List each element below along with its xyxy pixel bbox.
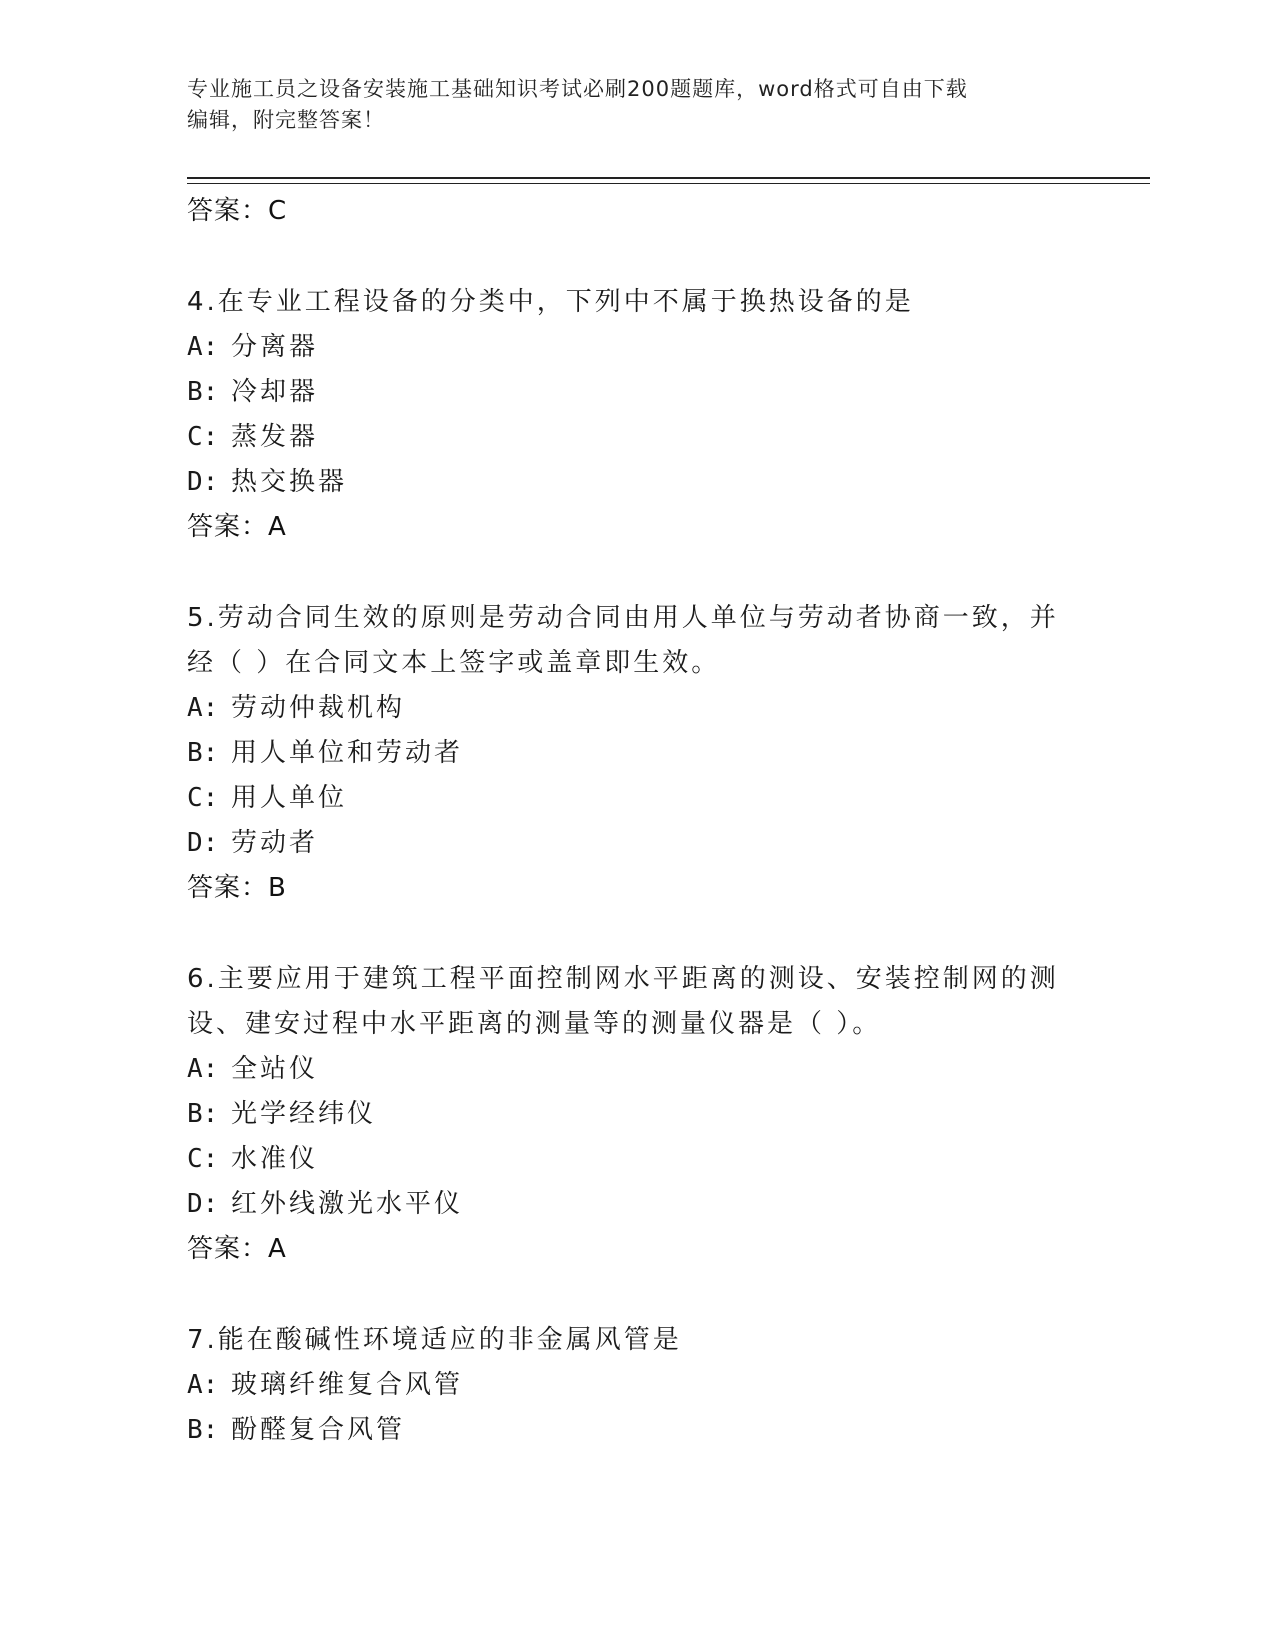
- header-divider-thick: [187, 177, 1150, 179]
- option-d: [187, 460, 1087, 505]
- header-line-1: 专业施工员之设备安装施工基础知识考试必刷200题题库，word格式可自由下载: [187, 77, 968, 101]
- option-text: 劳动者: [231, 828, 319, 858]
- option-text: 光学经纬仪: [231, 1099, 377, 1129]
- option-text: 热交换器: [231, 467, 348, 497]
- option-a: [187, 686, 1087, 731]
- option-letter: B:: [187, 1415, 219, 1445]
- option-letter: B:: [187, 377, 219, 407]
- option-b: [187, 1092, 1087, 1137]
- answer-line: 答案：C: [187, 196, 288, 226]
- option-b: [187, 370, 1087, 415]
- question-list: [187, 189, 1087, 1453]
- option-text: 分离器: [231, 332, 319, 362]
- header-line-2: 编辑，附完整答案！: [187, 108, 385, 132]
- option-c: [187, 415, 1087, 460]
- document-header: [187, 74, 1067, 136]
- option-text: 用人单位: [231, 783, 348, 813]
- option-letter: B:: [187, 738, 219, 768]
- option-letter: D:: [187, 467, 219, 497]
- answer-line: 答案：B: [187, 873, 287, 903]
- option-text: 冷却器: [231, 377, 319, 407]
- option-text: 红外线激光水平仪: [231, 1189, 464, 1219]
- option-letter: D:: [187, 828, 219, 858]
- option-text: 玻璃纤维复合风管: [231, 1370, 464, 1400]
- question-4: [187, 280, 1087, 550]
- question-text: 6.主要应用于建筑工程平面控制网水平距离的测设、安装控制网的测设、建安过程中水平距离的测量等的测量仪器是（ ）。: [187, 964, 1059, 1039]
- option-a: [187, 1047, 1087, 1092]
- option-text: 水准仪: [231, 1144, 319, 1174]
- option-b: [187, 1408, 1087, 1453]
- header-divider-thin: [187, 183, 1150, 184]
- option-letter: D:: [187, 1189, 219, 1219]
- question-text: 7.能在酸碱性环境适应的非金属风管是: [187, 1325, 682, 1355]
- option-letter: B:: [187, 1099, 219, 1129]
- option-letter: C:: [187, 1144, 219, 1174]
- answer-line: 答案：A: [187, 1234, 287, 1264]
- question-5: [187, 596, 1087, 911]
- option-letter: A:: [187, 332, 219, 362]
- option-letter: A:: [187, 1054, 219, 1084]
- option-letter: A:: [187, 1370, 219, 1400]
- option-d: [187, 821, 1087, 866]
- option-text: 劳动仲裁机构: [231, 693, 406, 723]
- question-6: [187, 957, 1087, 1272]
- question-7: [187, 1318, 1087, 1453]
- option-c: [187, 1137, 1087, 1182]
- option-text: 全站仪: [231, 1054, 319, 1084]
- option-text: 用人单位和劳动者: [231, 738, 464, 768]
- option-a: [187, 1363, 1087, 1408]
- option-c: [187, 776, 1087, 821]
- option-text: 蒸发器: [231, 422, 319, 452]
- option-letter: A:: [187, 693, 219, 723]
- question-text: 4.在专业工程设备的分类中，下列中不属于换热设备的是: [187, 287, 914, 317]
- option-letter: C:: [187, 422, 219, 452]
- answer-line: 答案：A: [187, 512, 287, 542]
- option-d: [187, 1182, 1087, 1227]
- option-b: [187, 731, 1087, 776]
- option-text: 酚醛复合风管: [231, 1415, 406, 1445]
- option-letter: C:: [187, 783, 219, 813]
- option-a: [187, 325, 1087, 370]
- question-text: 5.劳动合同生效的原则是劳动合同由用人单位与劳动者协商一致，并经（ ）在合同文本上签字或盖章即生效。: [187, 603, 1059, 678]
